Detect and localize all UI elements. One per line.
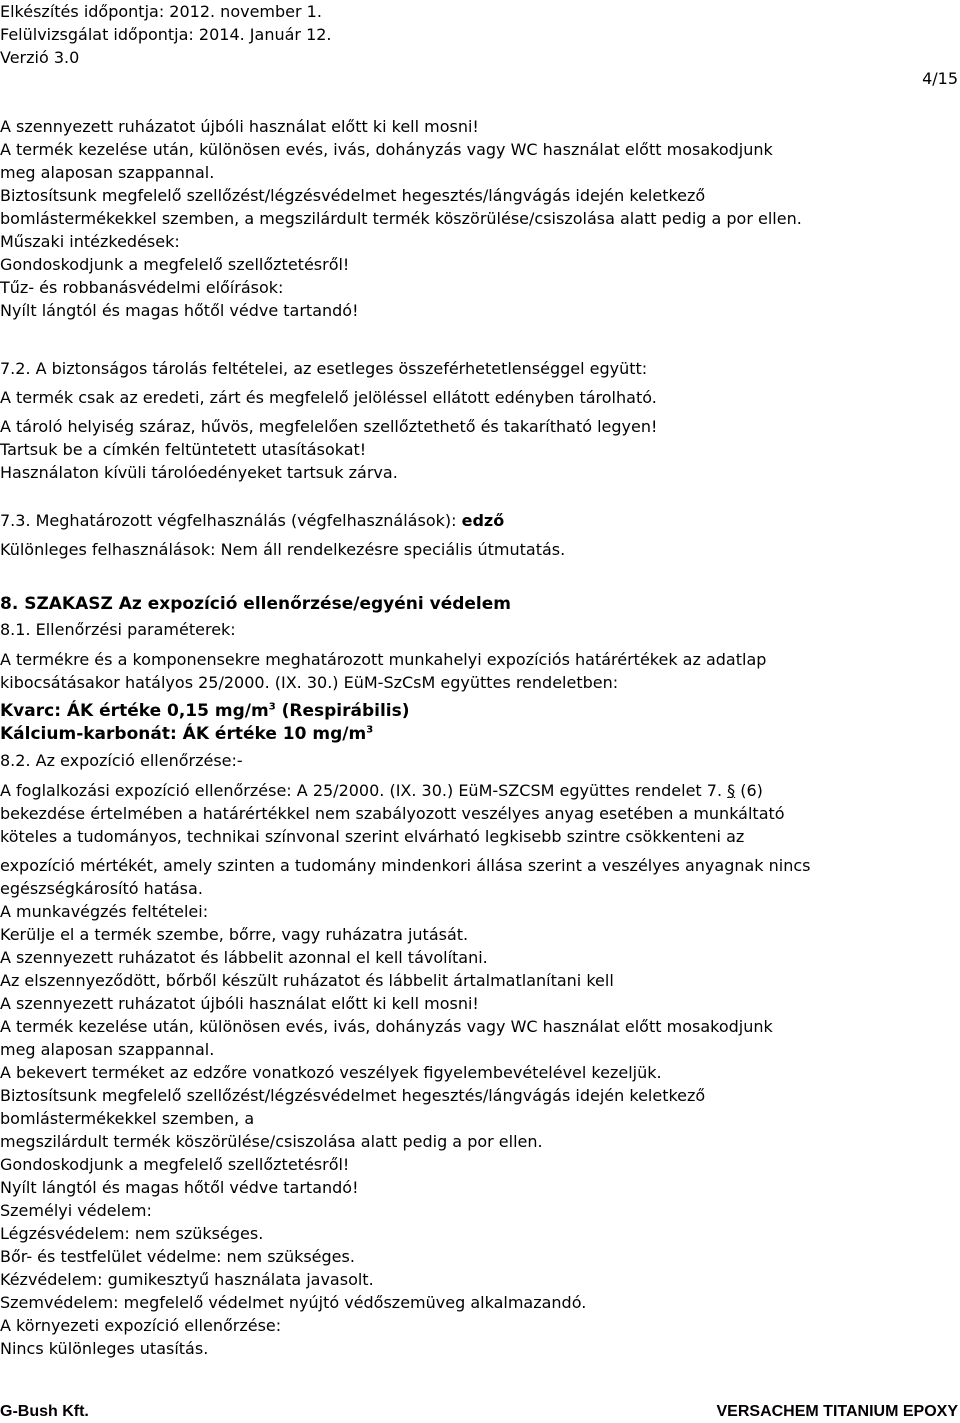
- version: Verzió 3.0: [0, 48, 80, 67]
- text-line: Biztosítsunk megfelelő szellőzést/légzésvédelmet hegesztés/lángvágás idején keletkező: [0, 1086, 706, 1105]
- text-part: A foglalkozási expozíció ellenőrzése: A 25/2000. (IX. 30.) EüM-SZCSM együttes rendelet 7.: [0, 781, 728, 800]
- text-line: Kerülje el a termék szembe, bőrre, vagy ruházatra jutását.: [0, 925, 469, 944]
- text-line: egészségkárosító hatása.: [0, 879, 203, 898]
- text-line: bekezdése értelmében a határértékkel nem szabályozott veszélyes anyag esetében a munkáltató: [0, 804, 785, 823]
- text-line: Tartsuk be a címkén feltüntetett utasításokat!: [0, 440, 367, 459]
- footer-product: VERSACHEM TITANIUM EPOXY: [716, 1403, 958, 1420]
- text-line: kibocsátásakor hatályos 25/2000. (IX. 30.) EüM-SzCsM együttes rendeletben:: [0, 673, 619, 692]
- paragraph-sign: §: [727, 781, 736, 800]
- text-line: A termék csak az eredeti, zárt és megfelelő jelöléssel ellátott edényben tárolható.: [0, 388, 657, 407]
- text-line: Nincs különleges utasítás.: [0, 1339, 209, 1358]
- limit-value-quartz: [0, 700, 952, 723]
- section-heading: 7.2. A biztonságos tárolás feltételei, az esetleges összeférhetetlenséggel együtt:: [0, 359, 648, 378]
- section-heading: [0, 509, 952, 532]
- text-line: Kézvédelem: gumikesztyű használata javasolt.: [0, 1270, 374, 1289]
- calcium-sup: 3: [366, 724, 374, 736]
- quartz-text: Kvarc: ÁK értéke 0,15 mg/m: [0, 701, 269, 721]
- text-line: bomlástermékekkel szemben, a: [0, 1109, 255, 1128]
- text-line: Bőr- és testfelület védelme: nem szükséges.: [0, 1247, 355, 1266]
- section-7-3: [0, 509, 952, 561]
- text-line: A tároló helyiség száraz, hűvös, megfelelően szellőztethető és takarítható legyen!: [0, 417, 658, 436]
- text-line: Az elszennyeződött, bőrből készült ruházatot és lábbelit ártalmatlanítani kell: [0, 971, 614, 990]
- text-line: A termékre és a komponensekre meghatározott munkahelyi expozíciós határértékek az adatlap: [0, 650, 767, 669]
- document-header: [0, 0, 332, 69]
- text-line: Használaton kívüli tárolóedényeket tartsuk zárva.: [0, 463, 398, 482]
- subsection-heading: 8.1. Ellenőrzési paraméterek:: [0, 620, 236, 639]
- section-title: 8. SZAKASZ Az expozíció ellenőrzése/egyéni védelem: [0, 594, 511, 614]
- text-part: (6): [735, 781, 763, 800]
- text-line: Különleges felhasználások: Nem áll rendelkezésre speciális útmutatás.: [0, 540, 566, 559]
- footer-company: G-Bush Kft.: [0, 1403, 89, 1420]
- heading-prefix: 7.3. Meghatározott végfelhasználás (végfelhasználások):: [0, 511, 462, 530]
- text-line: A szennyezett ruházatot újbóli használat előtt ki kell mosni!: [0, 994, 479, 1013]
- text-line: megszilárdult termék köszörülése/csiszolása alatt pedig a por ellen.: [0, 1132, 543, 1151]
- text-line: A termék kezelése után, különösen evés, ivás, dohányzás vagy WC használat előtt mosakodjunk: [0, 1017, 773, 1036]
- text-line: A környezeti expozíció ellenőrzése:: [0, 1316, 282, 1335]
- text-line: A szennyezett ruházatot és lábbelit azonnal el kell távolítani.: [0, 948, 488, 967]
- text-line: A munkavégzés feltételei:: [0, 902, 209, 921]
- text-line: Nyílt lángtól és magas hőtől védve tartandó!: [0, 1178, 359, 1197]
- text-line: köteles a tudományos, technikai színvonal szerint elvárható legkisebb szintre csökkenteni az: [0, 827, 745, 846]
- text-line: expozíció mértékét, amely szinten a tudomány mindenkori állása szerint a veszélyes anyagnak nincs: [0, 856, 811, 875]
- handling-block: [0, 115, 952, 322]
- text-line: Légzésvédelem: nem szükséges.: [0, 1224, 264, 1243]
- text-line: A bekevert terméket az edzőre vonatkozó veszélyek figyelembevételével kezeljük.: [0, 1063, 662, 1082]
- text-line: A szennyezett ruházatot újbóli használat előtt ki kell mosni!: [0, 117, 479, 136]
- quartz-sup: 3: [268, 701, 276, 713]
- text-line: Tűz- és robbanásvédelmi előírások:: [0, 278, 284, 297]
- section-7-2: [0, 357, 952, 484]
- quartz-tail: (Respirábilis): [275, 701, 410, 721]
- text-line: Gondoskodjunk a megfelelő szellőztetésről!: [0, 255, 350, 274]
- subsection-heading: 8.2. Az expozíció ellenőrzése:-: [0, 751, 243, 770]
- text-line: [0, 779, 952, 802]
- heading-bold: edző: [461, 511, 505, 530]
- created-date: Elkészítés időpontja: 2012. november 1.: [0, 2, 322, 21]
- text-line: meg alaposan szappannal.: [0, 163, 215, 182]
- text-line: Gondoskodjunk a megfelelő szellőztetésről!: [0, 1155, 350, 1174]
- text-line: meg alaposan szappannal.: [0, 1040, 215, 1059]
- section-8: [0, 593, 952, 1360]
- text-line: Biztosítsunk megfelelő szellőzést/légzésvédelmet hegesztés/lángvágás idején keletkező: [0, 186, 706, 205]
- page-number: 4/15: [922, 69, 958, 88]
- text-line: Műszaki intézkedések:: [0, 232, 180, 251]
- calcium-text: Kálcium-karbonát: ÁK értéke 10 mg/m: [0, 724, 367, 744]
- text-line: bomlástermékekkel szemben, a megszilárdult termék köszörülése/csiszolása alatt pedig a por ellen.: [0, 209, 802, 228]
- text-line: Személyi védelem:: [0, 1201, 152, 1220]
- revised-date: Felülvizsgálat időpontja: 2014. Január 12.: [0, 25, 332, 44]
- text-line: Nyílt lángtól és magas hőtől védve tartandó!: [0, 301, 359, 320]
- text-line: A termék kezelése után, különösen evés, ivás, dohányzás vagy WC használat előtt mosakodjunk: [0, 140, 773, 159]
- limit-value-calcium: [0, 723, 952, 746]
- text-line: Szemvédelem: megfelelő védelmet nyújtó védőszemüveg alkalmazandó.: [0, 1293, 587, 1312]
